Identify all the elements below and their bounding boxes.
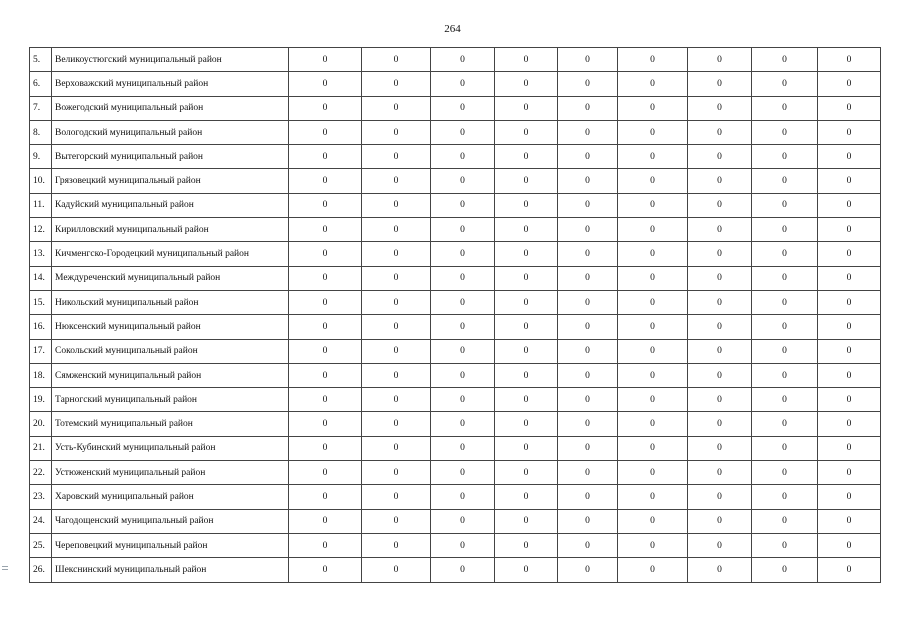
value-cell: 0 xyxy=(618,436,688,460)
value-cell: 0 xyxy=(362,290,431,314)
table-row xyxy=(30,96,881,120)
value-cell: 0 xyxy=(431,120,495,144)
value-cell: 0 xyxy=(618,242,688,266)
value-cell: 0 xyxy=(818,315,881,339)
value-cell: 0 xyxy=(495,412,558,436)
value-cell: 0 xyxy=(752,509,818,533)
value-cell: 0 xyxy=(752,485,818,509)
district-name: Вологодский муниципальный район xyxy=(52,120,289,144)
district-name: Чагодощенский муниципальный район xyxy=(52,509,289,533)
value-cell: 0 xyxy=(688,436,752,460)
table-row xyxy=(30,218,881,242)
value-cell: 0 xyxy=(818,145,881,169)
value-cell: 0 xyxy=(818,388,881,412)
value-cell: 0 xyxy=(752,193,818,217)
value-cell: 0 xyxy=(431,412,495,436)
value-cell: 0 xyxy=(289,461,362,485)
value-cell: 0 xyxy=(495,461,558,485)
value-cell: 0 xyxy=(688,315,752,339)
value-cell: 0 xyxy=(289,558,362,582)
value-cell: 0 xyxy=(362,412,431,436)
value-cell: 0 xyxy=(362,315,431,339)
value-cell: 0 xyxy=(818,485,881,509)
district-name: Кичменгско-Городецкий муниципальный район xyxy=(52,242,289,266)
row-number: 6. xyxy=(30,72,52,96)
value-cell: 0 xyxy=(558,412,618,436)
table-row xyxy=(30,509,881,533)
row-number: 7. xyxy=(30,96,52,120)
value-cell: 0 xyxy=(818,363,881,387)
table-row xyxy=(30,48,881,72)
district-name: Шекснинский муниципальный район xyxy=(52,558,289,582)
value-cell: 0 xyxy=(618,290,688,314)
value-cell: 0 xyxy=(495,145,558,169)
value-cell: 0 xyxy=(431,72,495,96)
value-cell: 0 xyxy=(818,266,881,290)
value-cell: 0 xyxy=(818,242,881,266)
value-cell: 0 xyxy=(289,242,362,266)
value-cell: 0 xyxy=(558,193,618,217)
value-cell: 0 xyxy=(289,315,362,339)
page-number: 264 xyxy=(444,23,461,35)
value-cell: 0 xyxy=(618,145,688,169)
row-number: 5. xyxy=(30,48,52,72)
value-cell: 0 xyxy=(818,72,881,96)
value-cell: 0 xyxy=(289,169,362,193)
value-cell: 0 xyxy=(752,72,818,96)
value-cell: 0 xyxy=(618,96,688,120)
row-number: 22. xyxy=(30,461,52,485)
value-cell: 0 xyxy=(688,509,752,533)
value-cell: 0 xyxy=(558,72,618,96)
value-cell: 0 xyxy=(752,412,818,436)
value-cell: 0 xyxy=(362,242,431,266)
value-cell: 0 xyxy=(431,145,495,169)
value-cell: 0 xyxy=(362,461,431,485)
value-cell: 0 xyxy=(431,218,495,242)
value-cell: 0 xyxy=(752,315,818,339)
value-cell: 0 xyxy=(752,558,818,582)
row-number: 20. xyxy=(30,412,52,436)
value-cell: 0 xyxy=(495,485,558,509)
value-cell: 0 xyxy=(431,339,495,363)
value-cell: 0 xyxy=(618,72,688,96)
value-cell: 0 xyxy=(558,145,618,169)
district-name: Череповецкий муниципальный район xyxy=(52,533,289,557)
value-cell: 0 xyxy=(688,266,752,290)
value-cell: 0 xyxy=(431,315,495,339)
district-name: Кадуйский муниципальный район xyxy=(52,193,289,217)
value-cell: 0 xyxy=(818,290,881,314)
value-cell: 0 xyxy=(431,169,495,193)
table-row xyxy=(30,339,881,363)
row-number: 25. xyxy=(30,533,52,557)
row-number: 24. xyxy=(30,509,52,533)
value-cell: 0 xyxy=(688,485,752,509)
data-table xyxy=(29,47,881,583)
value-cell: 0 xyxy=(431,485,495,509)
value-cell: 0 xyxy=(431,509,495,533)
value-cell: 0 xyxy=(495,169,558,193)
value-cell: 0 xyxy=(289,509,362,533)
value-cell: 0 xyxy=(558,533,618,557)
value-cell: 0 xyxy=(558,363,618,387)
value-cell: 0 xyxy=(618,461,688,485)
value-cell: 0 xyxy=(618,558,688,582)
value-cell: 0 xyxy=(818,169,881,193)
value-cell: 0 xyxy=(495,96,558,120)
value-cell: 0 xyxy=(289,218,362,242)
table-row xyxy=(30,388,881,412)
value-cell: 0 xyxy=(818,339,881,363)
value-cell: 0 xyxy=(495,339,558,363)
value-cell: 0 xyxy=(362,266,431,290)
value-cell: 0 xyxy=(289,290,362,314)
district-name: Тарногский муниципальный район xyxy=(52,388,289,412)
value-cell: 0 xyxy=(558,242,618,266)
value-cell: 0 xyxy=(558,120,618,144)
value-cell: 0 xyxy=(289,145,362,169)
table-row xyxy=(30,290,881,314)
value-cell: 0 xyxy=(752,169,818,193)
value-cell: 0 xyxy=(618,266,688,290)
district-name: Сямженский муниципальный район xyxy=(52,363,289,387)
value-cell: 0 xyxy=(558,218,618,242)
value-cell: 0 xyxy=(431,290,495,314)
value-cell: 0 xyxy=(495,48,558,72)
value-cell: 0 xyxy=(289,533,362,557)
table-row xyxy=(30,436,881,460)
value-cell: 0 xyxy=(558,266,618,290)
row-number: 16. xyxy=(30,315,52,339)
value-cell: 0 xyxy=(495,72,558,96)
table-row xyxy=(30,461,881,485)
value-cell: 0 xyxy=(752,290,818,314)
value-cell: 0 xyxy=(558,461,618,485)
district-name: Вытегорский муниципальный район xyxy=(52,145,289,169)
value-cell: 0 xyxy=(688,412,752,436)
row-number: 11. xyxy=(30,193,52,217)
value-cell: 0 xyxy=(495,533,558,557)
value-cell: 0 xyxy=(618,388,688,412)
value-cell: 0 xyxy=(558,509,618,533)
value-cell: 0 xyxy=(362,533,431,557)
value-cell: 0 xyxy=(818,48,881,72)
value-cell: 0 xyxy=(618,509,688,533)
value-cell: 0 xyxy=(289,363,362,387)
value-cell: 0 xyxy=(362,485,431,509)
value-cell: 0 xyxy=(431,558,495,582)
value-cell: 0 xyxy=(688,120,752,144)
value-cell: 0 xyxy=(618,315,688,339)
value-cell: 0 xyxy=(618,339,688,363)
value-cell: 0 xyxy=(362,218,431,242)
value-cell: 0 xyxy=(431,436,495,460)
row-number: 17. xyxy=(30,339,52,363)
row-number: 18. xyxy=(30,363,52,387)
value-cell: 0 xyxy=(752,533,818,557)
value-cell: 0 xyxy=(431,193,495,217)
value-cell: 0 xyxy=(362,509,431,533)
value-cell: 0 xyxy=(688,145,752,169)
value-cell: 0 xyxy=(558,485,618,509)
row-number: 19. xyxy=(30,388,52,412)
district-name: Вожегодский муниципальный район xyxy=(52,96,289,120)
value-cell: 0 xyxy=(688,461,752,485)
value-cell: 0 xyxy=(431,96,495,120)
value-cell: 0 xyxy=(752,120,818,144)
row-number: 8. xyxy=(30,120,52,144)
value-cell: 0 xyxy=(752,363,818,387)
value-cell: 0 xyxy=(431,242,495,266)
value-cell: 0 xyxy=(618,412,688,436)
row-number: 23. xyxy=(30,485,52,509)
value-cell: 0 xyxy=(818,412,881,436)
value-cell: 0 xyxy=(495,363,558,387)
value-cell: 0 xyxy=(558,96,618,120)
value-cell: 0 xyxy=(289,388,362,412)
table-row xyxy=(30,72,881,96)
value-cell: 0 xyxy=(752,461,818,485)
value-cell: 0 xyxy=(495,558,558,582)
value-cell: 0 xyxy=(558,290,618,314)
value-cell: 0 xyxy=(289,436,362,460)
value-cell: 0 xyxy=(362,96,431,120)
value-cell: 0 xyxy=(818,218,881,242)
value-cell: 0 xyxy=(362,193,431,217)
row-number: 12. xyxy=(30,218,52,242)
value-cell: 0 xyxy=(688,72,752,96)
table-body xyxy=(30,48,881,583)
value-cell: 0 xyxy=(688,558,752,582)
value-cell: 0 xyxy=(431,388,495,412)
value-cell: 0 xyxy=(618,48,688,72)
value-cell: 0 xyxy=(558,388,618,412)
value-cell: 0 xyxy=(558,436,618,460)
value-cell: 0 xyxy=(688,339,752,363)
value-cell: 0 xyxy=(618,485,688,509)
value-cell: 0 xyxy=(362,145,431,169)
value-cell: 0 xyxy=(688,533,752,557)
district-name: Харовский муниципальный район xyxy=(52,485,289,509)
value-cell: 0 xyxy=(818,193,881,217)
value-cell: 0 xyxy=(362,436,431,460)
row-number: 9. xyxy=(30,145,52,169)
table-row xyxy=(30,145,881,169)
value-cell: 0 xyxy=(495,315,558,339)
value-cell: 0 xyxy=(289,266,362,290)
value-cell: 0 xyxy=(818,558,881,582)
value-cell: 0 xyxy=(752,242,818,266)
value-cell: 0 xyxy=(495,509,558,533)
value-cell: 0 xyxy=(752,218,818,242)
value-cell: 0 xyxy=(752,339,818,363)
value-cell: 0 xyxy=(558,558,618,582)
value-cell: 0 xyxy=(362,48,431,72)
value-cell: 0 xyxy=(362,558,431,582)
value-cell: 0 xyxy=(752,388,818,412)
value-cell: 0 xyxy=(362,339,431,363)
row-number: 10. xyxy=(30,169,52,193)
value-cell: 0 xyxy=(362,120,431,144)
value-cell: 0 xyxy=(362,388,431,412)
value-cell: 0 xyxy=(818,120,881,144)
value-cell: 0 xyxy=(688,169,752,193)
value-cell: 0 xyxy=(495,266,558,290)
table-row xyxy=(30,315,881,339)
value-cell: 0 xyxy=(289,339,362,363)
table-row xyxy=(30,363,881,387)
row-number: 13. xyxy=(30,242,52,266)
value-cell: 0 xyxy=(431,533,495,557)
value-cell: 0 xyxy=(362,363,431,387)
value-cell: 0 xyxy=(618,193,688,217)
value-cell: 0 xyxy=(688,242,752,266)
value-cell: 0 xyxy=(618,363,688,387)
value-cell: 0 xyxy=(688,218,752,242)
value-cell: 0 xyxy=(688,290,752,314)
value-cell: 0 xyxy=(362,72,431,96)
value-cell: 0 xyxy=(495,290,558,314)
district-name: Тотемский муниципальный район xyxy=(52,412,289,436)
value-cell: 0 xyxy=(495,436,558,460)
value-cell: 0 xyxy=(289,193,362,217)
row-number: 14. xyxy=(30,266,52,290)
value-cell: 0 xyxy=(431,363,495,387)
value-cell: 0 xyxy=(688,388,752,412)
row-number: 21. xyxy=(30,436,52,460)
table-row xyxy=(30,120,881,144)
value-cell: 0 xyxy=(818,96,881,120)
value-cell: 0 xyxy=(688,48,752,72)
value-cell: 0 xyxy=(818,461,881,485)
district-name: Грязовецкий муниципальный район xyxy=(52,169,289,193)
value-cell: 0 xyxy=(289,96,362,120)
value-cell: 0 xyxy=(558,339,618,363)
value-cell: 0 xyxy=(818,509,881,533)
district-name: Нюксенский муниципальный район xyxy=(52,315,289,339)
value-cell: 0 xyxy=(431,266,495,290)
value-cell: 0 xyxy=(752,436,818,460)
value-cell: 0 xyxy=(289,72,362,96)
value-cell: 0 xyxy=(752,145,818,169)
table-row xyxy=(30,412,881,436)
table-row xyxy=(30,485,881,509)
value-cell: 0 xyxy=(688,193,752,217)
table-row xyxy=(30,193,881,217)
value-cell: 0 xyxy=(558,48,618,72)
value-cell: 0 xyxy=(752,266,818,290)
value-cell: 0 xyxy=(362,169,431,193)
value-cell: 0 xyxy=(752,96,818,120)
value-cell: 0 xyxy=(618,533,688,557)
value-cell: 0 xyxy=(495,388,558,412)
value-cell: 0 xyxy=(495,218,558,242)
value-cell: 0 xyxy=(752,48,818,72)
value-cell: 0 xyxy=(495,193,558,217)
district-name: Сокольский муниципальный район xyxy=(52,339,289,363)
value-cell: 0 xyxy=(688,363,752,387)
value-cell: 0 xyxy=(818,436,881,460)
row-number: 26. xyxy=(30,558,52,582)
district-name: Кирилловский муниципальный район xyxy=(52,218,289,242)
edge-mark xyxy=(2,566,8,570)
table-row xyxy=(30,558,881,582)
value-cell: 0 xyxy=(495,120,558,144)
table-row xyxy=(30,169,881,193)
value-cell: 0 xyxy=(818,533,881,557)
value-cell: 0 xyxy=(431,48,495,72)
value-cell: 0 xyxy=(431,461,495,485)
table-row xyxy=(30,266,881,290)
value-cell: 0 xyxy=(558,169,618,193)
table-row xyxy=(30,242,881,266)
district-name: Усть-Кубинский муниципальный район xyxy=(52,436,289,460)
value-cell: 0 xyxy=(289,485,362,509)
value-cell: 0 xyxy=(618,169,688,193)
row-number: 15. xyxy=(30,290,52,314)
value-cell: 0 xyxy=(495,242,558,266)
value-cell: 0 xyxy=(618,120,688,144)
district-name: Никольский муниципальный район xyxy=(52,290,289,314)
value-cell: 0 xyxy=(618,218,688,242)
district-name: Великоустюгский муниципальный район xyxy=(52,48,289,72)
district-name: Междуреченский муниципальный район xyxy=(52,266,289,290)
value-cell: 0 xyxy=(289,412,362,436)
value-cell: 0 xyxy=(289,120,362,144)
table-row xyxy=(30,533,881,557)
value-cell: 0 xyxy=(558,315,618,339)
value-cell: 0 xyxy=(688,96,752,120)
district-name: Верховажский муниципальный район xyxy=(52,72,289,96)
value-cell: 0 xyxy=(289,48,362,72)
district-name: Устюженский муниципальный район xyxy=(52,461,289,485)
